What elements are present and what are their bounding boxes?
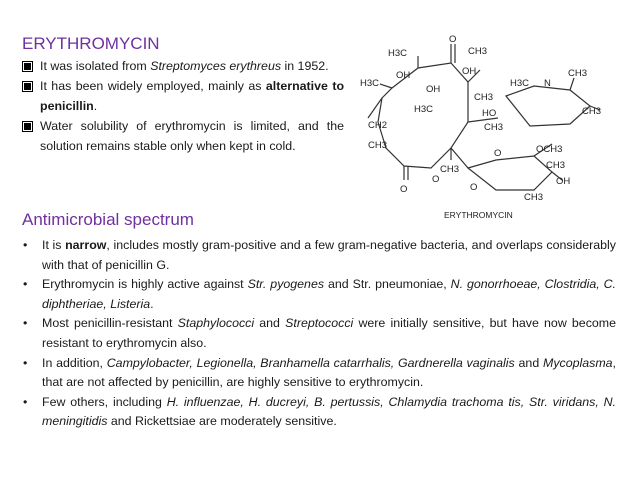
- organism-name: Staphylococci: [177, 316, 255, 331]
- atom-label: H3C: [388, 48, 408, 59]
- organism-name: Mycoplasma: [543, 355, 613, 370]
- atom-label: OH: [462, 66, 477, 77]
- organism-name: Streptomyces erythreus: [150, 59, 282, 73]
- atom-label: OH: [396, 70, 411, 81]
- point-text: It has been widely employed, mainly as: [40, 79, 266, 93]
- section-heading-erythromycin: ERYTHROMYCIN: [22, 34, 160, 53]
- atom-label: H3C: [510, 78, 530, 89]
- atom-label: CH3: [474, 92, 494, 103]
- atom-label: CH2: [368, 120, 388, 131]
- point-text: It was isolated from: [40, 59, 151, 73]
- point-text: Most penicillin-resistant: [42, 316, 178, 331]
- point-text: , includes mostly gram-positive and a few gram-negative bacteria, and overlaps considerably with that of penicillin G.: [42, 238, 616, 272]
- point-text: In addition,: [42, 355, 107, 370]
- atom-label: CH3: [524, 192, 544, 203]
- figure-caption: ERYTHROMYCIN: [444, 210, 513, 220]
- organism-name: N. gonorrhoeae, Clostridia, C. diphtheriae, Listeria: [42, 277, 617, 311]
- point-text: in 1952.: [281, 59, 329, 73]
- point-text: It is: [42, 238, 66, 252]
- intro-point: [22, 116, 344, 156]
- erythromycin-structure-figure: [356, 30, 616, 226]
- atom-label: CH3: [568, 68, 588, 79]
- organism-name: Str. pyogenes: [247, 277, 325, 292]
- point-text: Erythromycin is highly active against: [42, 277, 248, 292]
- point-text: Few others, including: [42, 394, 167, 409]
- atom-label: O: [494, 148, 502, 159]
- point-text: and Rickettsiae are moderately sensitive.: [107, 414, 337, 429]
- point-text: .: [150, 296, 154, 311]
- spectrum-point: [22, 236, 616, 275]
- desosamine-ring-bond: [506, 86, 590, 126]
- atom-label: CH3: [368, 140, 388, 151]
- atom-label: N: [544, 78, 551, 89]
- atom-label: CH3: [468, 46, 488, 57]
- atom-label: OCH3: [536, 144, 563, 155]
- spectrum-point: [22, 275, 616, 314]
- intro-point: [22, 76, 344, 116]
- spectrum-point: [22, 354, 616, 393]
- atom-label: CH3: [440, 164, 460, 175]
- organism-name: Streptococci: [285, 316, 354, 331]
- checkbox-bullet-icon: [22, 81, 33, 92]
- checkbox-bullet-icon: [22, 121, 33, 132]
- atom-label: OH: [426, 84, 441, 95]
- point-text: .: [93, 99, 98, 113]
- section-heading-antimicrobial-spectrum: Antimicrobial spectrum: [22, 210, 194, 229]
- atom-label: CH3: [582, 106, 602, 117]
- substituent-bond: [380, 84, 392, 88]
- atom-label: HO: [482, 108, 497, 119]
- point-text: were initially sensitive, but have now become resistant to erythromycin also.: [42, 316, 617, 350]
- atom-label: CH3: [484, 122, 504, 133]
- organism-name: H. influenzae, H. ducreyi, B. pertussis, Chlamydia trachoma tis, Str. viridans, N. meningitidis: [42, 394, 616, 429]
- spectrum-point-list: [22, 236, 616, 432]
- point-text: Water solubility of erythromycin is limited, and the solution remains stable only when kept in cold.: [40, 119, 344, 153]
- emphasis-text: narrow: [65, 238, 107, 252]
- point-text: and: [254, 316, 286, 331]
- cladinose-ring-bond: [468, 156, 552, 190]
- point-text: and: [514, 355, 543, 370]
- point-text: , that are not affected by penicillin, are highly sensitive to erythromycin.: [42, 355, 616, 390]
- atom-label: CH3: [546, 160, 566, 171]
- atom-label: O: [470, 182, 478, 193]
- atom-label: O: [400, 184, 408, 195]
- atom-label: H3C: [414, 104, 434, 115]
- emphasis-text: alternative to penicillin: [40, 79, 345, 113]
- checkbox-bullet-icon: [22, 61, 33, 72]
- atom-label: OH: [556, 176, 571, 187]
- intro-point: [22, 56, 344, 76]
- atom-label: H3C: [360, 78, 380, 89]
- atom-label: O: [432, 174, 440, 185]
- spectrum-point: [22, 393, 616, 432]
- intro-point-list: [22, 56, 344, 156]
- organism-name: Campylobacter, Legionella, Branhamella catarrhalis, Gardnerella vaginalis: [106, 355, 515, 370]
- spectrum-point: [22, 314, 616, 353]
- substituent-bond: [570, 78, 574, 90]
- atom-label: O: [449, 34, 457, 45]
- point-text: and Str. pneumoniae,: [324, 277, 451, 292]
